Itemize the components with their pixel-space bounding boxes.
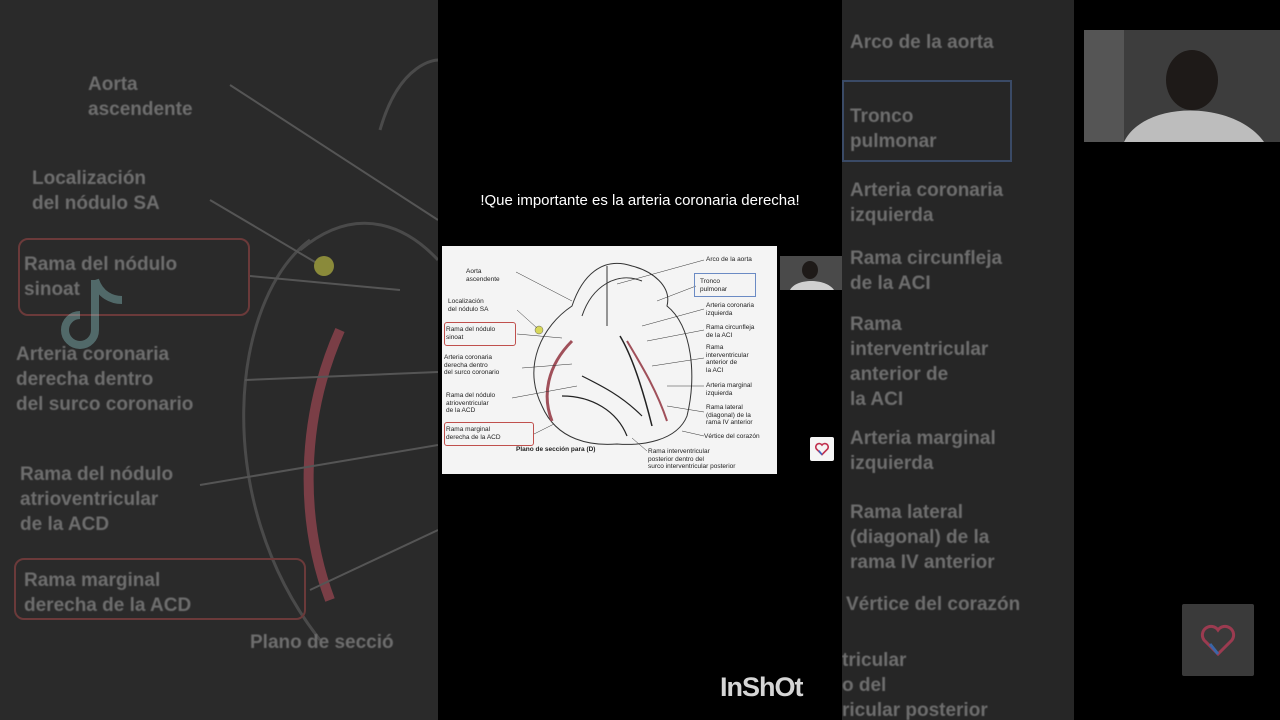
slide-label-iv: Rama interventricular anterior de la ACI bbox=[706, 344, 749, 374]
slide-label-aorta: Aorta ascendente bbox=[466, 268, 500, 283]
slide-label-post: Rama interventricular posterior dentro del surco interventricular posterior bbox=[648, 448, 736, 470]
bg-label-plane: Plano de secció bbox=[250, 632, 394, 653]
bg-label-acd: Arteria coronaria derecha dentro del surco coronario bbox=[16, 344, 194, 415]
bg-label-marg-left: Arteria marginal izquierda bbox=[850, 428, 996, 474]
slide-label-marginal: Rama marginal derecha de la ACD bbox=[446, 426, 501, 441]
slide-label-arch: Arco de la aorta bbox=[706, 256, 752, 263]
heart-small-icon bbox=[814, 441, 830, 457]
slide-label-plane: Plano de sección para (D) bbox=[516, 446, 596, 453]
bg-label-iv: Rama interventricular anterior de la ACI bbox=[850, 314, 989, 410]
slide-label-sa-location: Localización del nódulo SA bbox=[448, 298, 489, 313]
bg-label-aci: Arteria coronaria izquierda bbox=[850, 180, 1004, 226]
slide-label-aci: Arteria coronaria izquierda bbox=[706, 302, 755, 317]
bg-label-post: tricular o del ricular posterior bbox=[842, 650, 988, 720]
heart-logo-large bbox=[1182, 604, 1254, 676]
left-backdrop bbox=[0, 0, 438, 720]
slide-label-acd: Arteria coronaria derecha dentro del surco coronario bbox=[444, 354, 500, 376]
right-backdrop bbox=[842, 0, 1074, 720]
video-caption: !Que importante es la arteria coronaria derecha! bbox=[480, 192, 800, 209]
inshot-watermark: InShOt bbox=[720, 672, 803, 702]
bg-label-marginal: Rama marginal derecha de la ACD bbox=[24, 570, 192, 616]
heart-icon bbox=[1198, 620, 1238, 660]
presenter-small-silhouette-icon bbox=[780, 256, 842, 290]
slide-label-circ: Rama circunfleja de la ACI bbox=[706, 324, 755, 339]
anatomy-slide bbox=[442, 246, 777, 474]
slide-label-av-branch: Rama del nódulo atrioventricular de la ACD bbox=[446, 392, 496, 414]
bg-label-lateral: Rama lateral (diagonal) de la rama IV anterior bbox=[850, 502, 995, 573]
slide-label-sa-branch: Rama del nódulo sinoat bbox=[446, 326, 496, 341]
presenter-video-small bbox=[780, 256, 842, 290]
bg-label-trunk: Tronco pulmonar bbox=[850, 106, 937, 152]
bg-label-sa-branch: Rama del nódulo sinoat bbox=[24, 254, 178, 300]
bg-label-apex: Vértice del corazón bbox=[846, 594, 1021, 615]
bg-label-aorta: Aorta ascendente bbox=[88, 74, 193, 120]
slide-label-apex: Vértice del corazón bbox=[704, 433, 760, 440]
presenter-silhouette-icon bbox=[1084, 30, 1280, 142]
presenter-video-large bbox=[1084, 30, 1280, 142]
video-frame bbox=[438, 0, 842, 720]
bg-label-av-branch: Rama del nódulo atrioventricular de la ACD bbox=[20, 464, 174, 535]
bg-label-circ: Rama circunfleja de la ACI bbox=[850, 248, 1003, 294]
slide-label-trunk: Tronco pulmonar bbox=[700, 278, 728, 293]
slide-label-marg-left: Arteria marginal izquierda bbox=[706, 382, 752, 397]
slide-label-lateral: Rama lateral (diagonal) de la rama IV anterior bbox=[706, 404, 753, 426]
bg-label-sa-location: Localización del nódulo SA bbox=[32, 168, 160, 214]
heart-logo-small bbox=[810, 437, 834, 461]
tiktok-logo-icon bbox=[50, 270, 140, 360]
bg-label-arch: Arco de la aorta bbox=[850, 32, 994, 53]
